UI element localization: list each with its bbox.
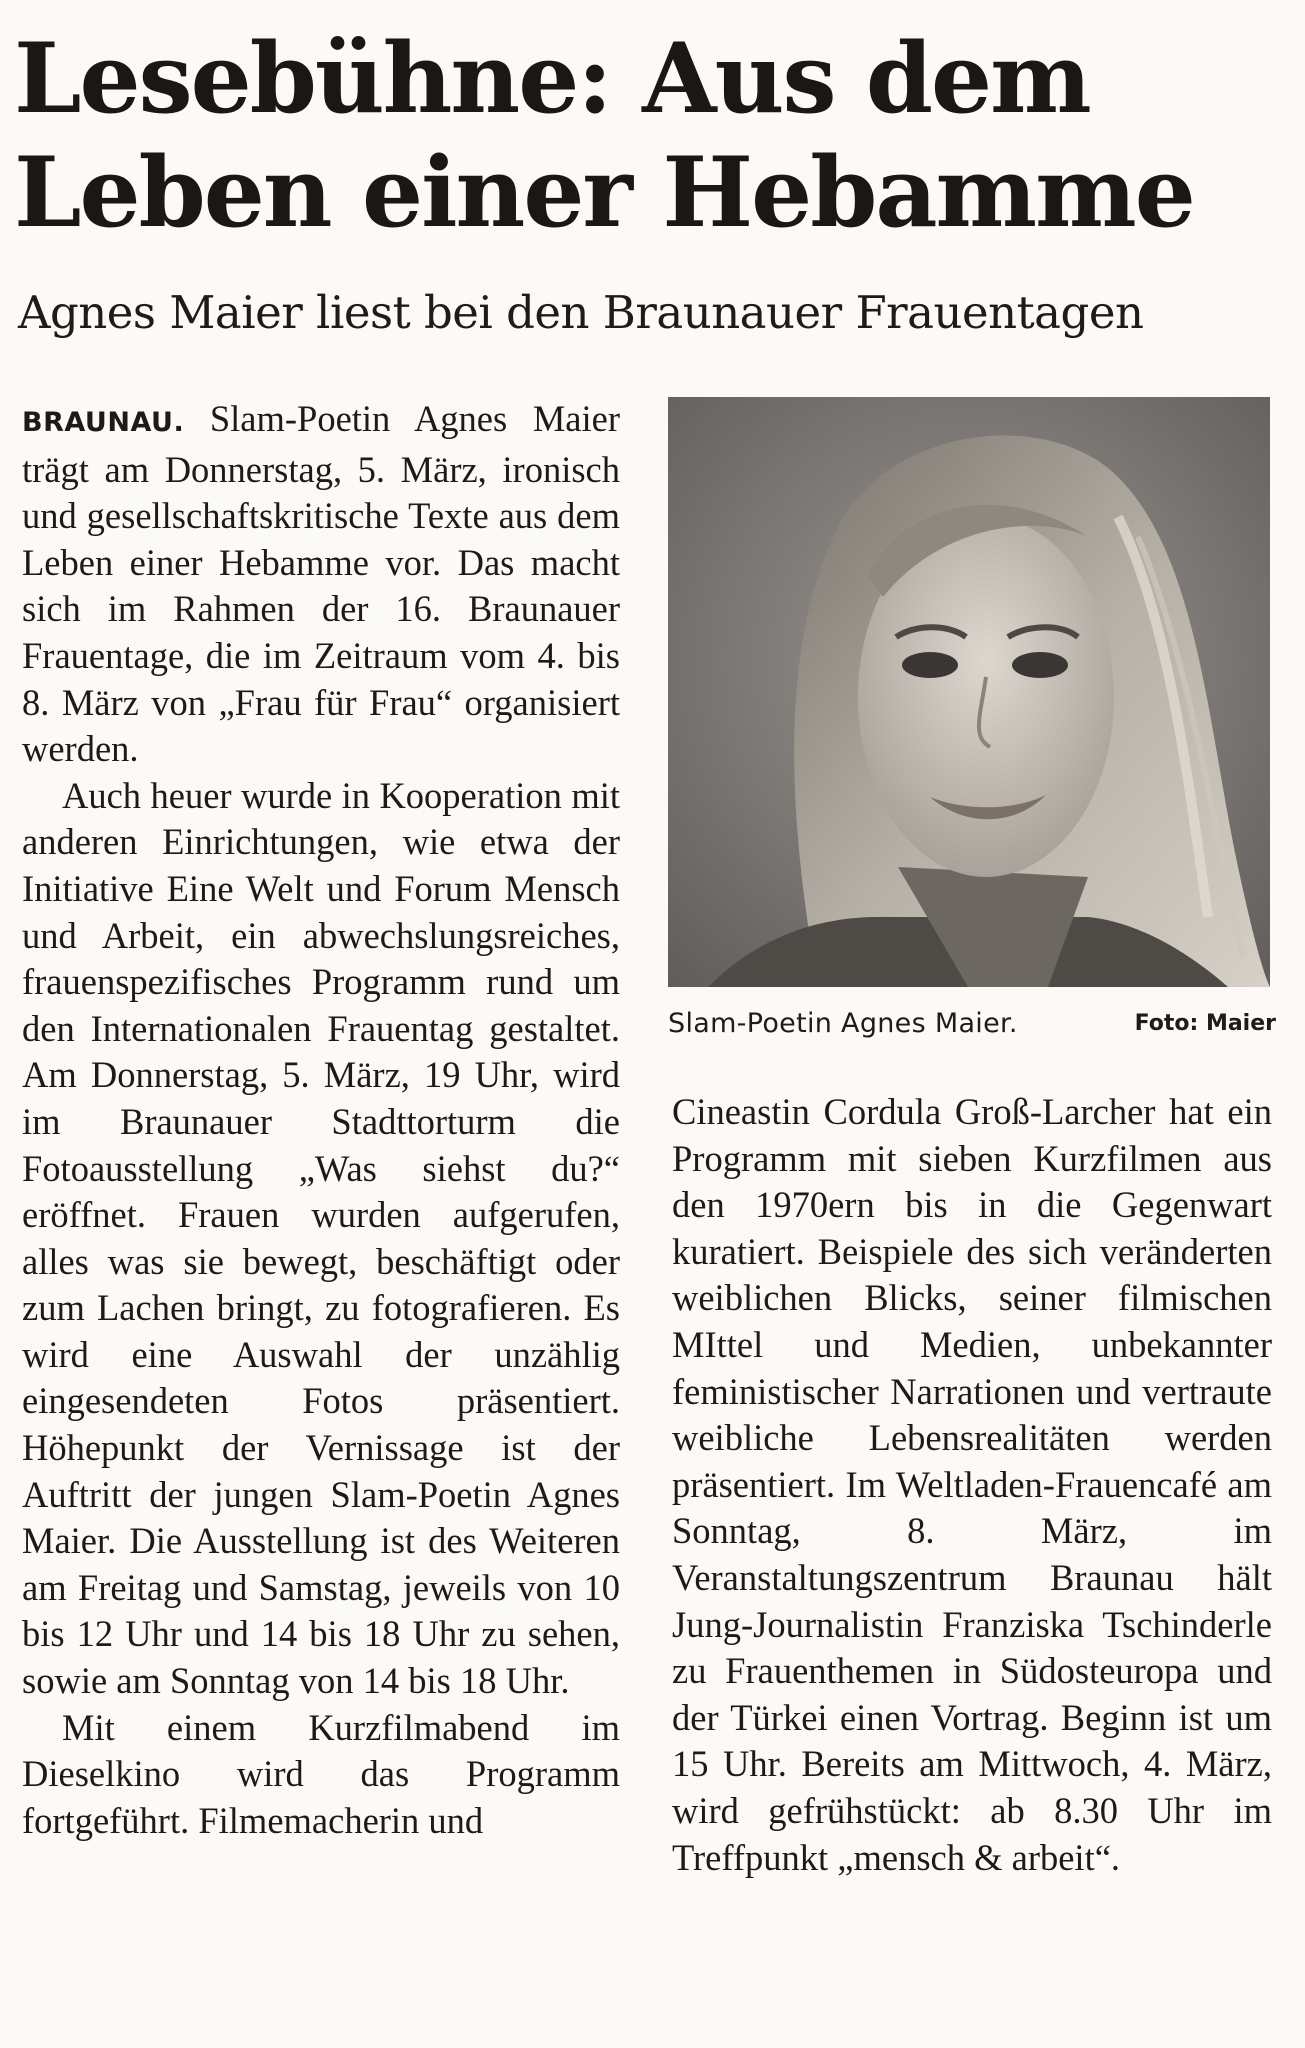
portrait-photo <box>668 397 1270 987</box>
portrait-image <box>668 397 1270 987</box>
article-paragraph-2: Auch heuer wurde in Kooperation mit anderen Einrichtungen, wie etwa der Initiative Eine Welt und Forum Mensch und Arbeit, ein abwechslungsreiches, frauenspezifisches Programm rund um den Internationalen Frauentag gestaltet. Am Donnerstag, 5. März, 19 Uhr, wird im Braunauer Stadttorturm die Fotoausstellung „Was siehst du?“ eröffnet. Frauen wurden aufgerufen, alles was sie bewegt, beschäftigt oder zum Lachen bringt, zu fotografieren. Es wird eine Auswahl der unzählig eingesendeten Fotos präsentiert. Höhepunkt der Vernissage ist der Auftritt der jungen Slam-Poetin Agnes Maier. Die Ausstellung ist des Weiteren am Freitag und Samstag, jeweils von 10 bis 12 Uhr und 14 bis 18 Uhr zu sehen, sowie am Sonntag von 14 bis 18 Uhr. <box>22 774 620 1702</box>
dateline: BRAUNAU. <box>22 407 185 438</box>
subheadline: Agnes Maier liest bei den Braunauer Frauentagen <box>18 286 1144 339</box>
article-paragraph-1 <box>22 396 620 773</box>
photo-caption <box>668 1004 1276 1044</box>
headline <box>14 22 1284 250</box>
photo-credit: Foto: Maier <box>1134 1011 1276 1036</box>
caption-text: Slam-Poetin Agnes Maier. <box>668 1008 1018 1039</box>
article-paragraph-3: Mit einem Kurzfilmabend im Dieselkino wird das Programm fortgeführt. Filmemacherin und <box>22 1706 620 1841</box>
article-column-right <box>672 1089 1272 1881</box>
headline-line-1: Lesebühne: Aus dem <box>14 22 1090 135</box>
article-column-left <box>22 396 620 1844</box>
article-paragraph-1-text: Slam-Poetin Agnes Maier trägt am Donnerstag, 5. März, ironisch und gesellschaftskritische Texte aus dem Leben einer Hebamme vor. Das macht sich im Rahmen der 16. Braunauer Frauentage, die im Zeitraum vom 4. bis 8. März von „Frau für Frau“ organisiert werden. <box>22 398 620 770</box>
headline-line-2: Leben einer Hebamme <box>14 136 1194 249</box>
article-paragraph-4: Cineastin Cordula Groß-Larcher hat ein Programm mit sieben Kurzfilmen aus den 1970ern bis in die Gegenwart kuratiert. Beispiele des sich veränderten weiblichen Blicks, seiner filmischen MIttel und Medien, unbekannter feministischer Narrationen und vertraute weibliche Lebensrealitäten werden präsentiert. Im Weltladen-Frauencafé am Sonntag, 8. März, im Veranstaltungszentrum Braunau hält Jung-Journalistin Franziska Tschinderle zu Frauenthemen in Südosteuropa und der Türkei einen Vortrag. Beginn ist um 15 Uhr. Bereits am Mittwoch, 4. März, wird gefrühstückt: ab 8.30 Uhr im Treffpunkt „mensch & arbeit“. <box>672 1091 1272 1878</box>
